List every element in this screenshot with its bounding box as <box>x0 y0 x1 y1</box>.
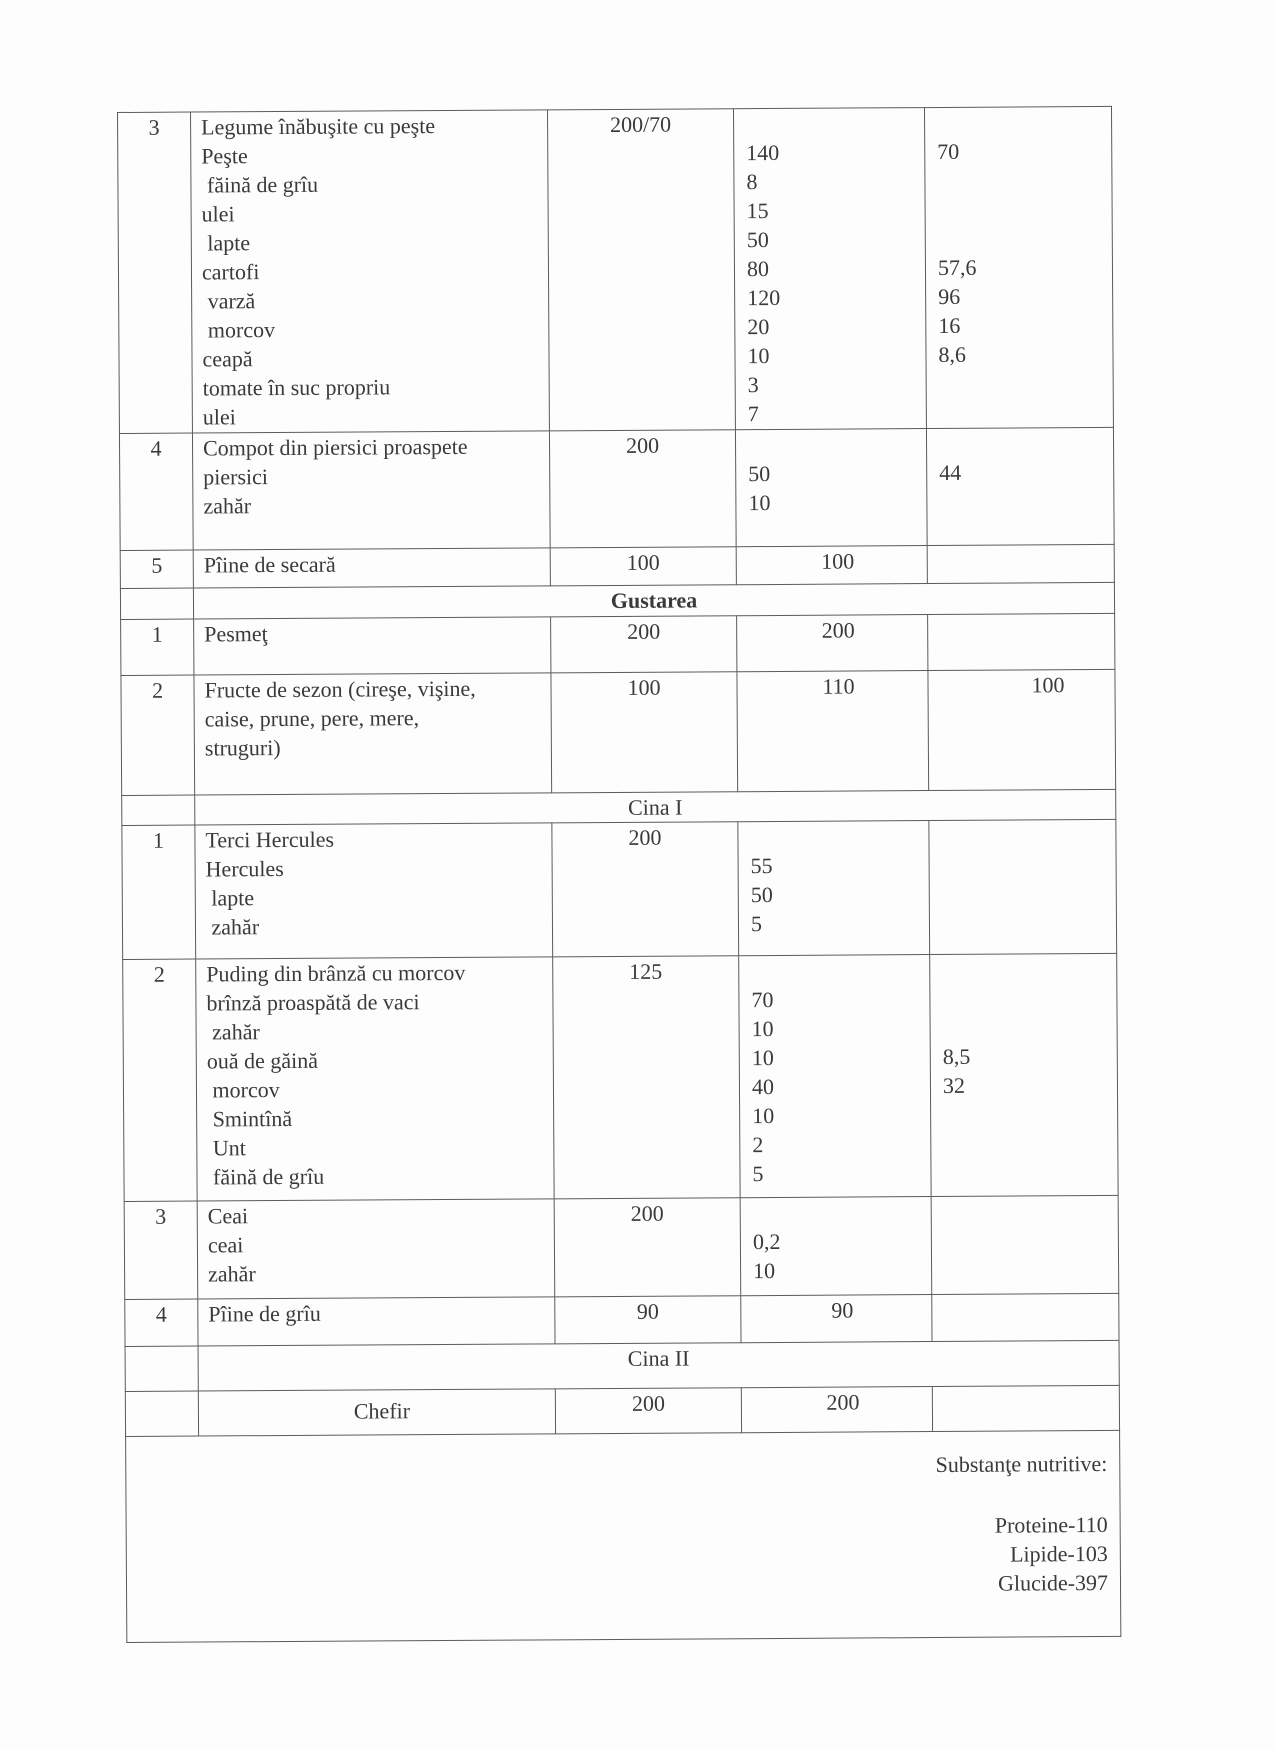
item-number: 4 <box>119 433 193 550</box>
cell-line: 15 <box>746 198 769 224</box>
cell-line <box>937 165 1111 195</box>
cell-line: 10 <box>752 1103 775 1129</box>
cell-line: Legume înăbuşite cu peşte <box>201 113 436 140</box>
cell-line <box>938 223 1112 253</box>
nutrients-heading: Substanţe nutritive: <box>935 1450 1108 1478</box>
item-quantity: 200 <box>555 1388 741 1434</box>
item-number: 2 <box>121 675 195 795</box>
cell-line: brînză proaspătă de vaci <box>206 989 420 1016</box>
item-gross-values <box>741 1295 932 1343</box>
item-number: 4 <box>125 1299 198 1346</box>
item-quantity: 100 <box>551 672 738 793</box>
cell-line: 50 <box>748 461 771 487</box>
cell-line: 20 <box>747 314 770 340</box>
item-gross-values <box>737 671 929 792</box>
cell-line: 40 <box>751 1074 775 1100</box>
table-row <box>120 544 1114 588</box>
item-net-values <box>924 106 1113 428</box>
table-row <box>123 953 1118 1201</box>
cell-line: 8 <box>746 169 758 195</box>
item-net-values <box>926 427 1114 545</box>
cell-line: zahăr <box>205 914 260 940</box>
cell-line: caise, prune, pere, mere, <box>204 705 420 732</box>
item-gross-values <box>733 108 926 430</box>
item-quantity: 200/70 <box>547 109 735 431</box>
item-quantity: 200 <box>549 430 736 548</box>
cell-line: Ceai <box>207 1203 249 1229</box>
cell-line: struguri) <box>204 735 281 761</box>
item-gross-values <box>738 821 930 956</box>
cell-line: 44 <box>939 459 962 485</box>
section-title: Cina I <box>195 789 1116 825</box>
cell-line <box>942 983 1116 1013</box>
item-net-values <box>927 544 1114 583</box>
cell-line: ceapă <box>202 346 253 372</box>
item-number: 1 <box>122 825 196 959</box>
item-name <box>193 548 550 588</box>
cell-line: 10 <box>753 1258 776 1284</box>
table-row <box>118 106 1114 433</box>
nutrients-row <box>126 1430 1121 1642</box>
cell-line: 120 <box>747 284 781 311</box>
table-row <box>125 1293 1119 1346</box>
item-quantity: 100 <box>550 547 736 586</box>
section-title: Gustarea <box>193 582 1114 619</box>
cell-line <box>938 194 1112 224</box>
item-gross-values <box>737 615 928 672</box>
cell-line: Chefir <box>353 1398 411 1424</box>
cell-line: 96 <box>938 283 961 309</box>
cell-line: 200 <box>821 617 855 643</box>
cell-line: 7 <box>747 401 759 427</box>
cell-line: Pîine de secară <box>203 551 336 578</box>
cell-line: morcov <box>206 1077 280 1103</box>
item-name <box>194 617 551 675</box>
item-quantity: 200 <box>552 822 739 957</box>
item-gross-values <box>736 546 927 585</box>
cell-line: 3 <box>747 372 759 398</box>
cell-line: Hercules <box>205 855 284 882</box>
cell-line: Terci Hercules <box>205 826 335 853</box>
cell-line: 10 <box>751 1016 774 1042</box>
table-row <box>121 613 1115 675</box>
item-name <box>196 957 554 1201</box>
item-gross-values <box>741 1387 932 1433</box>
table-row <box>122 819 1117 959</box>
item-net-values <box>928 613 1115 670</box>
nutrients-summary <box>126 1430 1121 1642</box>
item-net-values <box>930 953 1118 1196</box>
cell-line: Pîine de grîu <box>208 1300 321 1327</box>
table-row <box>119 427 1114 550</box>
item-net-values <box>932 1385 1119 1431</box>
item-name <box>198 1297 555 1346</box>
cell-line: 5 <box>750 911 763 937</box>
table-row <box>125 1385 1119 1436</box>
cell-line: făină de grîu <box>201 171 319 198</box>
item-gross-values <box>740 1197 932 1296</box>
item-gross-values <box>739 955 931 1198</box>
cell-line <box>942 954 1116 984</box>
cell-line <box>943 1012 1117 1042</box>
item-net-values <box>928 669 1116 790</box>
cell-line: Compot din piersici proaspete <box>202 433 468 461</box>
cell-line: ceai <box>207 1232 244 1258</box>
cell-line: varză <box>202 288 256 314</box>
item-number: 3 <box>118 112 193 433</box>
cell-line: Proteine-110 <box>994 1511 1108 1538</box>
cell-line: piersici <box>203 464 269 490</box>
cell-line: ulei <box>201 201 235 227</box>
cell-line: zahăr <box>206 1019 260 1045</box>
cell-line: 50 <box>746 227 769 253</box>
section-title: Cina II <box>198 1340 1119 1391</box>
cell-line: 16 <box>938 312 961 338</box>
item-number <box>125 1391 198 1436</box>
item-number: 1 <box>121 619 194 675</box>
cell-line <box>751 955 929 985</box>
cell-line: Peşte <box>201 143 248 169</box>
cell-line: lapte <box>205 885 255 911</box>
item-name <box>198 1389 555 1436</box>
item-net-values <box>929 819 1117 954</box>
menu-table-body <box>118 106 1121 1642</box>
cell-line: zahăr <box>203 493 252 519</box>
item-name <box>192 431 550 550</box>
section-empty-cell <box>122 795 195 825</box>
cell-line: morcov <box>202 317 276 343</box>
item-quantity: 200 <box>554 1198 741 1297</box>
section-empty-cell <box>125 1346 198 1391</box>
item-number: 3 <box>124 1201 198 1299</box>
item-quantity: 125 <box>553 956 740 1199</box>
cell-line: ouă de găină <box>206 1047 319 1074</box>
cell-line: 5 <box>752 1161 764 1187</box>
cell-line: Lipide-103 <box>1009 1540 1108 1567</box>
cell-line <box>937 107 1111 137</box>
item-name <box>197 1199 555 1299</box>
cell-line: zahăr <box>208 1261 256 1287</box>
cell-line <box>748 429 926 459</box>
cell-line: 70 <box>751 987 774 1013</box>
cell-line: Fructe de sezon (cireşe, vişine, <box>204 675 476 703</box>
cell-line <box>753 1197 931 1227</box>
cell-line: 140 <box>746 139 780 166</box>
cell-line: 100 <box>1031 672 1065 698</box>
cell-line: 57,6 <box>937 254 977 280</box>
cell-line: 110 <box>822 673 855 699</box>
cell-line: lapte <box>201 230 251 256</box>
item-number: 5 <box>120 550 193 588</box>
item-net-values <box>931 1195 1119 1294</box>
cell-line: cartofi <box>201 259 260 285</box>
cell-line: 0,2 <box>752 1228 781 1255</box>
item-name <box>194 673 552 795</box>
cell-line: 100 <box>821 548 855 574</box>
cell-line: 8,5 <box>942 1043 971 1069</box>
cell-line: 10 <box>748 490 771 516</box>
cell-line: ulei <box>202 404 236 430</box>
cell-line: 2 <box>752 1132 764 1158</box>
item-gross-values <box>735 429 927 547</box>
cell-line <box>746 108 924 138</box>
cell-line: 80 <box>746 256 770 282</box>
cell-line: Unt <box>207 1135 246 1161</box>
cell-line: făină de grîu <box>207 1163 325 1190</box>
cell-line: 200 <box>826 1389 860 1415</box>
cell-line: 10 <box>747 343 770 369</box>
item-number: 2 <box>123 959 197 1201</box>
section-empty-cell <box>120 588 193 619</box>
section-header-row <box>125 1340 1119 1391</box>
item-quantity: 200 <box>551 616 737 673</box>
cell-line: 50 <box>750 882 773 908</box>
cell-line: 8,6 <box>938 341 967 367</box>
item-name <box>195 823 553 959</box>
cell-line: Smintînă <box>207 1105 293 1132</box>
table-row <box>121 669 1116 795</box>
item-name <box>191 110 550 433</box>
cell-line <box>750 821 928 851</box>
item-quantity: 90 <box>555 1296 741 1344</box>
table-row <box>124 1195 1119 1299</box>
menu-table <box>117 106 1121 1643</box>
cell-line: 90 <box>831 1297 854 1323</box>
cell-line: tomate în suc propriu <box>202 374 391 401</box>
cell-line: Glucide-397 <box>997 1569 1109 1596</box>
cell-line: 32 <box>942 1072 966 1098</box>
cell-line: Puding din brânză cu morcov <box>206 959 466 987</box>
cell-line: Pesmeţ <box>204 621 268 647</box>
item-net-values <box>932 1293 1119 1341</box>
cell-line: 70 <box>937 138 960 164</box>
cell-line <box>939 428 1113 458</box>
cell-line: 10 <box>751 1045 774 1071</box>
cell-line: 55 <box>750 853 773 879</box>
